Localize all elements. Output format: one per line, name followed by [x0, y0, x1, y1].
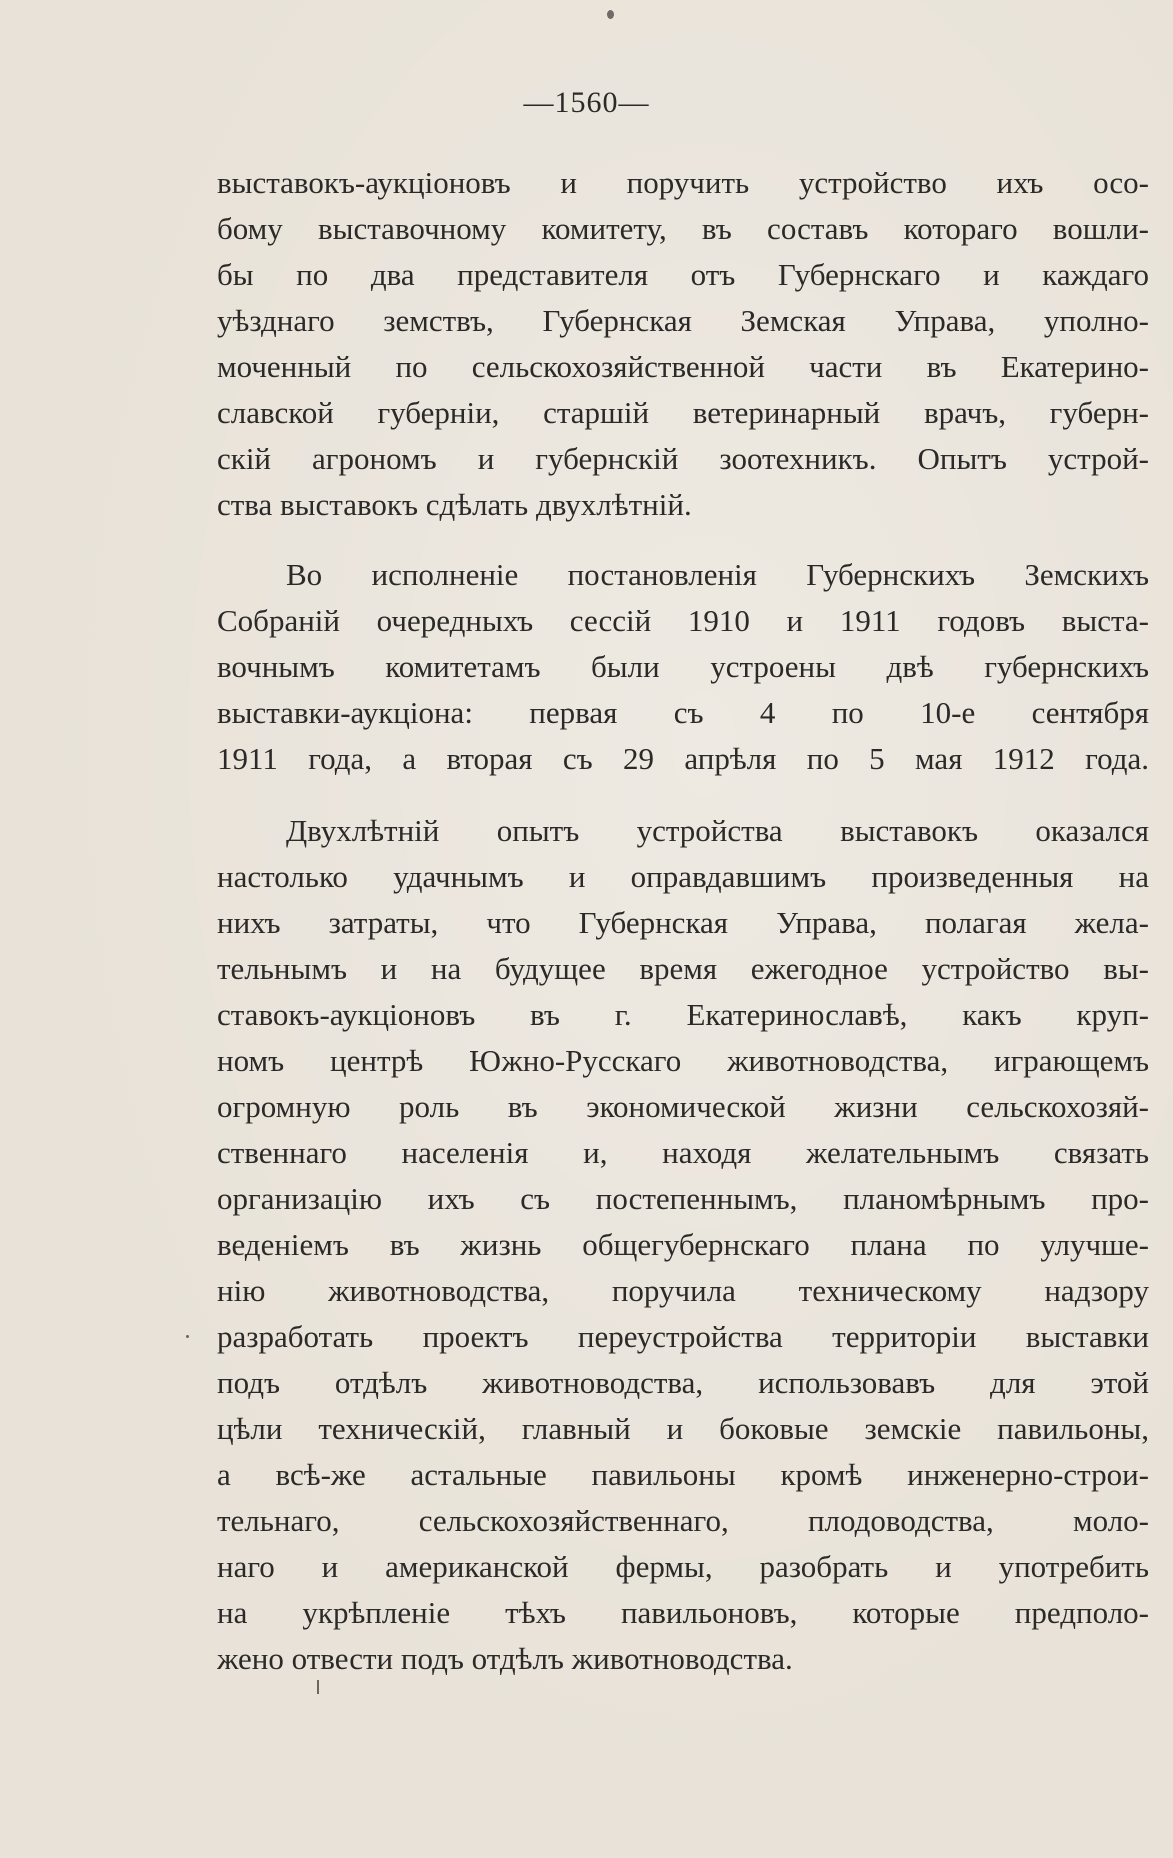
text-line: вочнымъ комитетамъ были устроены двѣ губернскихъ — [217, 649, 1149, 684]
text-line: тельнымъ и на будущее время ежегодное устройство вы- — [217, 951, 1149, 986]
text-line: Двухлѣтній опытъ устройства выставокъ оказался — [286, 813, 1149, 848]
text-line: уѣзднаго земствъ, Губернская Земская Управа, уполно- — [217, 303, 1149, 338]
text-line: ставокъ-аукціоновъ въ г. Екатеринославѣ, какъ круп- — [217, 997, 1149, 1032]
page-number: —1560— — [523, 86, 650, 119]
text-line: ства выставокъ сдѣлать двухлѣтній. — [217, 487, 692, 522]
text-line: бому выставочному комитету, въ составъ котораго вошли- — [217, 211, 1149, 246]
page-speck — [317, 1680, 319, 1694]
paragraph-1 — [217, 160, 1149, 528]
text-line: выставки-аукціона: первая съ 4 по 10-е сентября — [217, 695, 1149, 730]
text-line: разработать проектъ переустройства территоріи выставки — [217, 1319, 1149, 1354]
text-line: выставокъ-аукціоновъ и поручить устройство ихъ осо- — [217, 165, 1149, 200]
paragraph-gap — [217, 528, 1149, 552]
text-line: бы по два представителя отъ Губернскаго и каждаго — [217, 257, 1149, 292]
paragraph-gap — [217, 782, 1149, 808]
text-line: моченный по сельскохозяйственной части въ Екатерино- — [217, 349, 1149, 384]
text-line: Во исполненіе постановленія Губернскихъ Земскихъ — [286, 557, 1149, 592]
text-line: организацію ихъ съ постепеннымъ, планомѣрнымъ про- — [217, 1181, 1149, 1216]
text-line: ственнаго населенія и, находя желательнымъ связать — [217, 1135, 1149, 1170]
text-line: веденіемъ въ жизнь общегубернскаго плана по улучше- — [217, 1227, 1149, 1262]
text-line: скій агрономъ и губернскій зоотехникъ. Опытъ устрой- — [217, 441, 1149, 476]
text-line: настолько удачнымъ и оправдавшимъ произведенныя на — [217, 859, 1149, 894]
text-line: а всѣ-же астальные павильоны кромѣ инженерно-строи- — [217, 1457, 1149, 1492]
text-line: жено отвести подъ отдѣлъ животноводства. — [217, 1641, 793, 1676]
text-line: 1911 года, а вторая съ 29 апрѣля по 5 мая 1912 года. — [217, 741, 1149, 776]
page-speck — [186, 1335, 189, 1338]
text-line: подъ отдѣлъ животноводства, использовавъ для этой — [217, 1365, 1149, 1400]
paragraph-2 — [217, 552, 1149, 782]
body-text — [217, 160, 1149, 1682]
text-line: номъ центрѣ Южно-Русскаго животноводства, играющемъ — [217, 1043, 1149, 1078]
text-line: наго и американской фермы, разобрать и употребить — [217, 1549, 1149, 1584]
text-line: нію животноводства, поручила техническому надзору — [217, 1273, 1149, 1308]
text-line: цѣли техническій, главный и боковые земскіе павильоны, — [217, 1411, 1149, 1446]
page-speck — [607, 10, 614, 19]
text-line: нихъ затраты, что Губернская Управа, полагая жела- — [217, 905, 1149, 940]
text-line: огромную роль въ экономической жизни сельскохозяй- — [217, 1089, 1149, 1124]
text-line: Собраній очередныхъ сессій 1910 и 1911 годовъ выста- — [217, 603, 1149, 638]
text-line: славской губерніи, старшій ветеринарный врачъ, губерн- — [217, 395, 1149, 430]
paragraph-3 — [217, 808, 1149, 1682]
text-line: на укрѣпленіе тѣхъ павильоновъ, которые предполо- — [217, 1595, 1149, 1630]
text-line: тельнаго, сельскохозяйственнаго, плодоводства, моло- — [217, 1503, 1149, 1538]
